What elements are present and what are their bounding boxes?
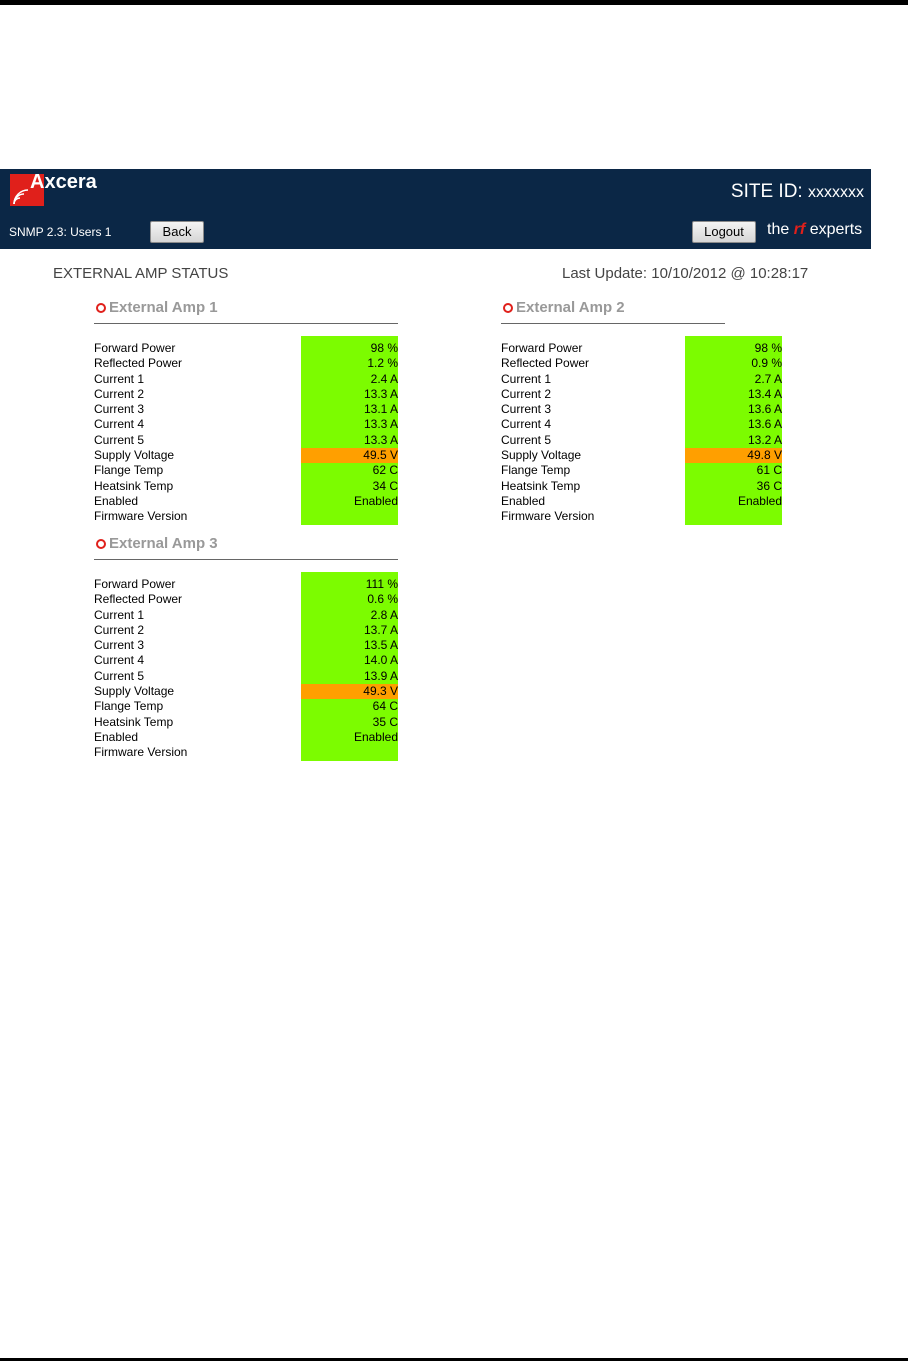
row-label: Current 1 xyxy=(94,371,145,386)
row-label: Current 2 xyxy=(94,386,145,401)
row-value: 62 C xyxy=(301,463,398,478)
row-label: Enabled xyxy=(501,493,546,508)
table-row xyxy=(94,356,400,371)
table-row xyxy=(94,623,400,638)
row-value: 61 C xyxy=(685,463,782,478)
last-update: Last Update: 10/10/2012 @ 10:28:17 xyxy=(562,265,809,282)
divider xyxy=(94,559,398,560)
table-row xyxy=(94,463,400,478)
row-label: Current 3 xyxy=(94,638,145,653)
table-row xyxy=(94,433,400,448)
row-value: 0.6 % xyxy=(301,592,398,607)
site-id xyxy=(731,181,864,203)
row-value: 13.9 A xyxy=(301,669,398,684)
table-row xyxy=(501,463,807,478)
table-row xyxy=(94,341,400,356)
row-label: Current 4 xyxy=(501,417,552,432)
row-label: Heatsink Temp xyxy=(501,478,581,493)
row-label: Heatsink Temp xyxy=(94,714,174,729)
row-value xyxy=(301,745,398,760)
amp-heading xyxy=(94,535,400,557)
row-label: Firmware Version xyxy=(94,745,188,760)
table-row xyxy=(501,433,807,448)
row-label: Forward Power xyxy=(94,341,176,355)
amp-name: External Amp 3 xyxy=(109,535,218,552)
table-row xyxy=(501,372,807,387)
table-row xyxy=(501,402,807,417)
row-label: Enabled xyxy=(94,493,139,508)
row-label: Flange Temp xyxy=(94,463,164,478)
row-value: 0.9 % xyxy=(685,356,782,371)
row-value: Enabled xyxy=(685,494,782,509)
amp-status-table xyxy=(94,577,400,761)
back-button[interactable]: Back xyxy=(150,221,204,243)
row-label: Enabled xyxy=(94,729,139,744)
row-value: 13.2 A xyxy=(685,433,782,448)
tagline-rf: rf xyxy=(793,221,806,238)
table-row xyxy=(501,417,807,432)
row-label: Current 5 xyxy=(501,432,552,447)
row-value-warning: 49.5 V xyxy=(301,448,398,463)
table-row xyxy=(501,509,807,524)
table-row xyxy=(94,745,400,760)
logout-button[interactable]: Logout xyxy=(692,221,756,243)
table-row xyxy=(94,608,400,623)
row-value: 2.8 A xyxy=(301,608,398,623)
row-value: 36 C xyxy=(685,479,782,494)
row-value: 35 C xyxy=(301,715,398,730)
row-value: 13.3 A xyxy=(301,433,398,448)
table-row xyxy=(94,509,400,524)
table-row xyxy=(94,402,400,417)
table-row xyxy=(94,638,400,653)
row-value: 13.5 A xyxy=(301,638,398,653)
row-label: Current 3 xyxy=(94,402,145,417)
page-title: EXTERNAL AMP STATUS xyxy=(53,265,229,282)
table-row xyxy=(501,341,807,356)
table-row xyxy=(94,372,400,387)
table-row xyxy=(94,577,400,592)
row-value: 13.3 A xyxy=(301,387,398,402)
row-value xyxy=(685,509,782,524)
row-value: 111 % xyxy=(301,577,398,592)
amp-status-table xyxy=(94,341,400,525)
table-row xyxy=(94,669,400,684)
row-label: Current 5 xyxy=(94,668,145,683)
snmp-user-info: SNMP 2.3: Users 1 xyxy=(9,225,112,239)
row-value xyxy=(301,509,398,524)
row-value: 64 C xyxy=(301,699,398,714)
row-value: 13.6 A xyxy=(685,417,782,432)
row-value: 1.2 % xyxy=(301,356,398,371)
row-value: 13.6 A xyxy=(685,402,782,417)
table-row xyxy=(94,730,400,745)
tagline xyxy=(767,221,862,239)
row-value: 13.7 A xyxy=(301,623,398,638)
row-value: 98 % xyxy=(685,341,782,356)
row-label: Firmware Version xyxy=(94,509,188,524)
site-id-value: xxxxxxx xyxy=(808,184,864,201)
row-label: Heatsink Temp xyxy=(94,478,174,493)
table-row xyxy=(94,592,400,607)
status-ring-icon xyxy=(96,539,106,549)
status-ring-icon xyxy=(96,303,106,313)
row-label: Reflected Power xyxy=(94,592,183,607)
amp-heading xyxy=(94,299,400,321)
row-label: Current 5 xyxy=(94,432,145,447)
amp-status-table xyxy=(501,341,807,525)
row-label: Reflected Power xyxy=(501,356,590,371)
tagline-pre: the xyxy=(767,221,794,238)
status-ring-icon xyxy=(503,303,513,313)
row-label: Current 4 xyxy=(94,417,145,432)
table-row xyxy=(94,494,400,509)
row-value: 13.4 A xyxy=(685,387,782,402)
row-value: 2.7 A xyxy=(685,372,782,387)
amp-panel xyxy=(94,299,400,524)
table-row xyxy=(94,715,400,730)
row-value: 34 C xyxy=(301,479,398,494)
table-row xyxy=(501,387,807,402)
row-value-warning: 49.3 V xyxy=(301,684,398,699)
row-label: Flange Temp xyxy=(501,463,571,478)
row-value: 13.3 A xyxy=(301,417,398,432)
site-id-label: SITE ID: xyxy=(730,181,803,202)
amp-panel xyxy=(94,535,400,760)
page-bottom-rule xyxy=(0,1358,908,1361)
table-row xyxy=(501,448,807,463)
tagline-post: experts xyxy=(805,221,863,238)
row-label: Current 4 xyxy=(94,653,145,668)
table-row xyxy=(94,448,400,463)
row-label: Current 1 xyxy=(94,607,145,622)
row-label: Current 2 xyxy=(94,622,145,637)
logo-text: Axcera xyxy=(30,171,97,193)
row-label: Reflected Power xyxy=(94,356,183,371)
table-row xyxy=(501,356,807,371)
table-row xyxy=(94,479,400,494)
header-bar xyxy=(0,169,871,249)
row-value: Enabled xyxy=(301,730,398,745)
amp-name: External Amp 1 xyxy=(109,299,218,316)
row-label: Supply Voltage xyxy=(94,684,175,699)
table-row xyxy=(94,699,400,714)
row-label: Forward Power xyxy=(94,577,176,591)
amp-panel xyxy=(501,299,807,524)
page-top-rule xyxy=(0,0,908,5)
table-row xyxy=(94,417,400,432)
amp-heading xyxy=(501,299,807,321)
row-value: Enabled xyxy=(301,494,398,509)
row-label: Forward Power xyxy=(501,341,583,355)
amp-name: External Amp 2 xyxy=(516,299,625,316)
divider xyxy=(501,323,725,324)
row-value: 13.1 A xyxy=(301,402,398,417)
table-row xyxy=(501,494,807,509)
row-label: Supply Voltage xyxy=(501,448,582,463)
row-label: Flange Temp xyxy=(94,699,164,714)
row-value: 98 % xyxy=(301,341,398,356)
table-row xyxy=(94,387,400,402)
row-label: Current 3 xyxy=(501,402,552,417)
table-row xyxy=(501,479,807,494)
divider xyxy=(94,323,398,324)
row-label: Current 2 xyxy=(501,386,552,401)
row-value-warning: 49.8 V xyxy=(685,448,782,463)
table-row xyxy=(94,653,400,668)
row-label: Firmware Version xyxy=(501,509,595,524)
table-row xyxy=(94,684,400,699)
row-value: 14.0 A xyxy=(301,653,398,668)
row-label: Supply Voltage xyxy=(94,448,175,463)
row-label: Current 1 xyxy=(501,371,552,386)
row-value: 2.4 A xyxy=(301,372,398,387)
